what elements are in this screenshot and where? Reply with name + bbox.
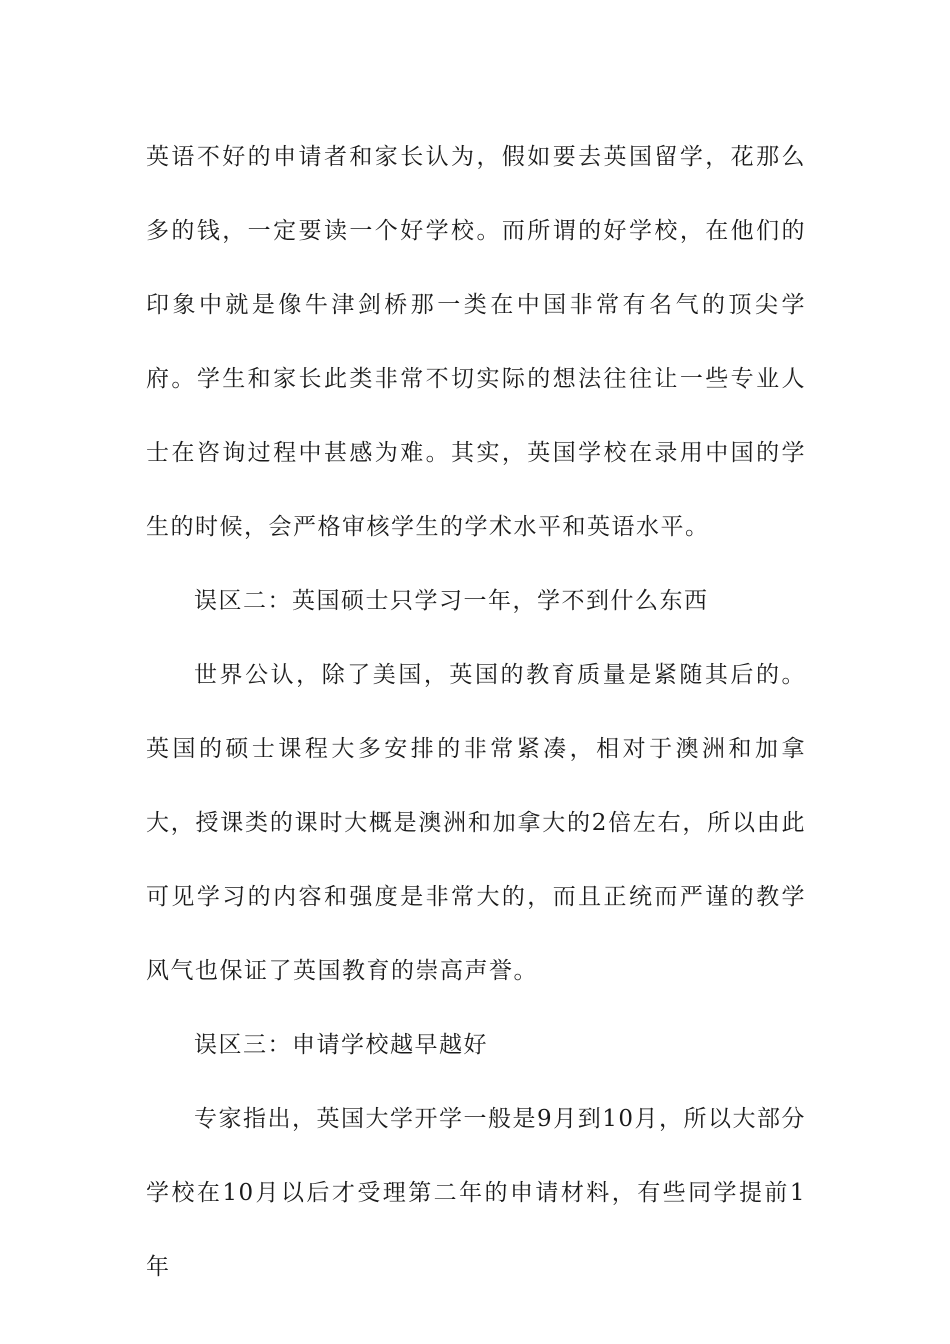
heading-misconception-3: 误区三：申请学校越早越好 bbox=[194, 1032, 488, 1058]
document-body bbox=[146, 120, 806, 1304]
paragraph-misconception-2-body: 世界公认，除了美国，英国的教育质量是紧随其后的。英国的硕士课程大多安排的非常紧凑，相对于澳洲和加拿大，授课类的课时大概是澳洲和加拿大的2倍左右，所以由此可见学习的内容和强度是非常大的，而且正统而严谨的教学风气也保证了英国教育的崇高声誉。 bbox=[146, 662, 806, 984]
heading-misconception-2: 误区二：英国硕士只学习一年，学不到什么东西 bbox=[194, 588, 709, 614]
paragraph-misconception-1-body: 英语不好的申请者和家长认为，假如要去英国留学，花那么多的钱，一定要读一个好学校。而所谓的好学校，在他们的印象中就是像牛津剑桥那一类在中国非常有名气的顶尖学府。学生和家长此类非常不切实际的想法往往让一些专业人士在咨询过程中甚感为难。其实，英国学校在录用中国的学生的时候，会严格审核学生的学术水平和英语水平。 bbox=[146, 144, 806, 540]
paragraph-misconception-3-body: 专家指出，英国大学开学一般是9月到10月，所以大部分学校在10月以后才受理第二年的申请材料，有些同学提前1年 bbox=[146, 1106, 806, 1280]
